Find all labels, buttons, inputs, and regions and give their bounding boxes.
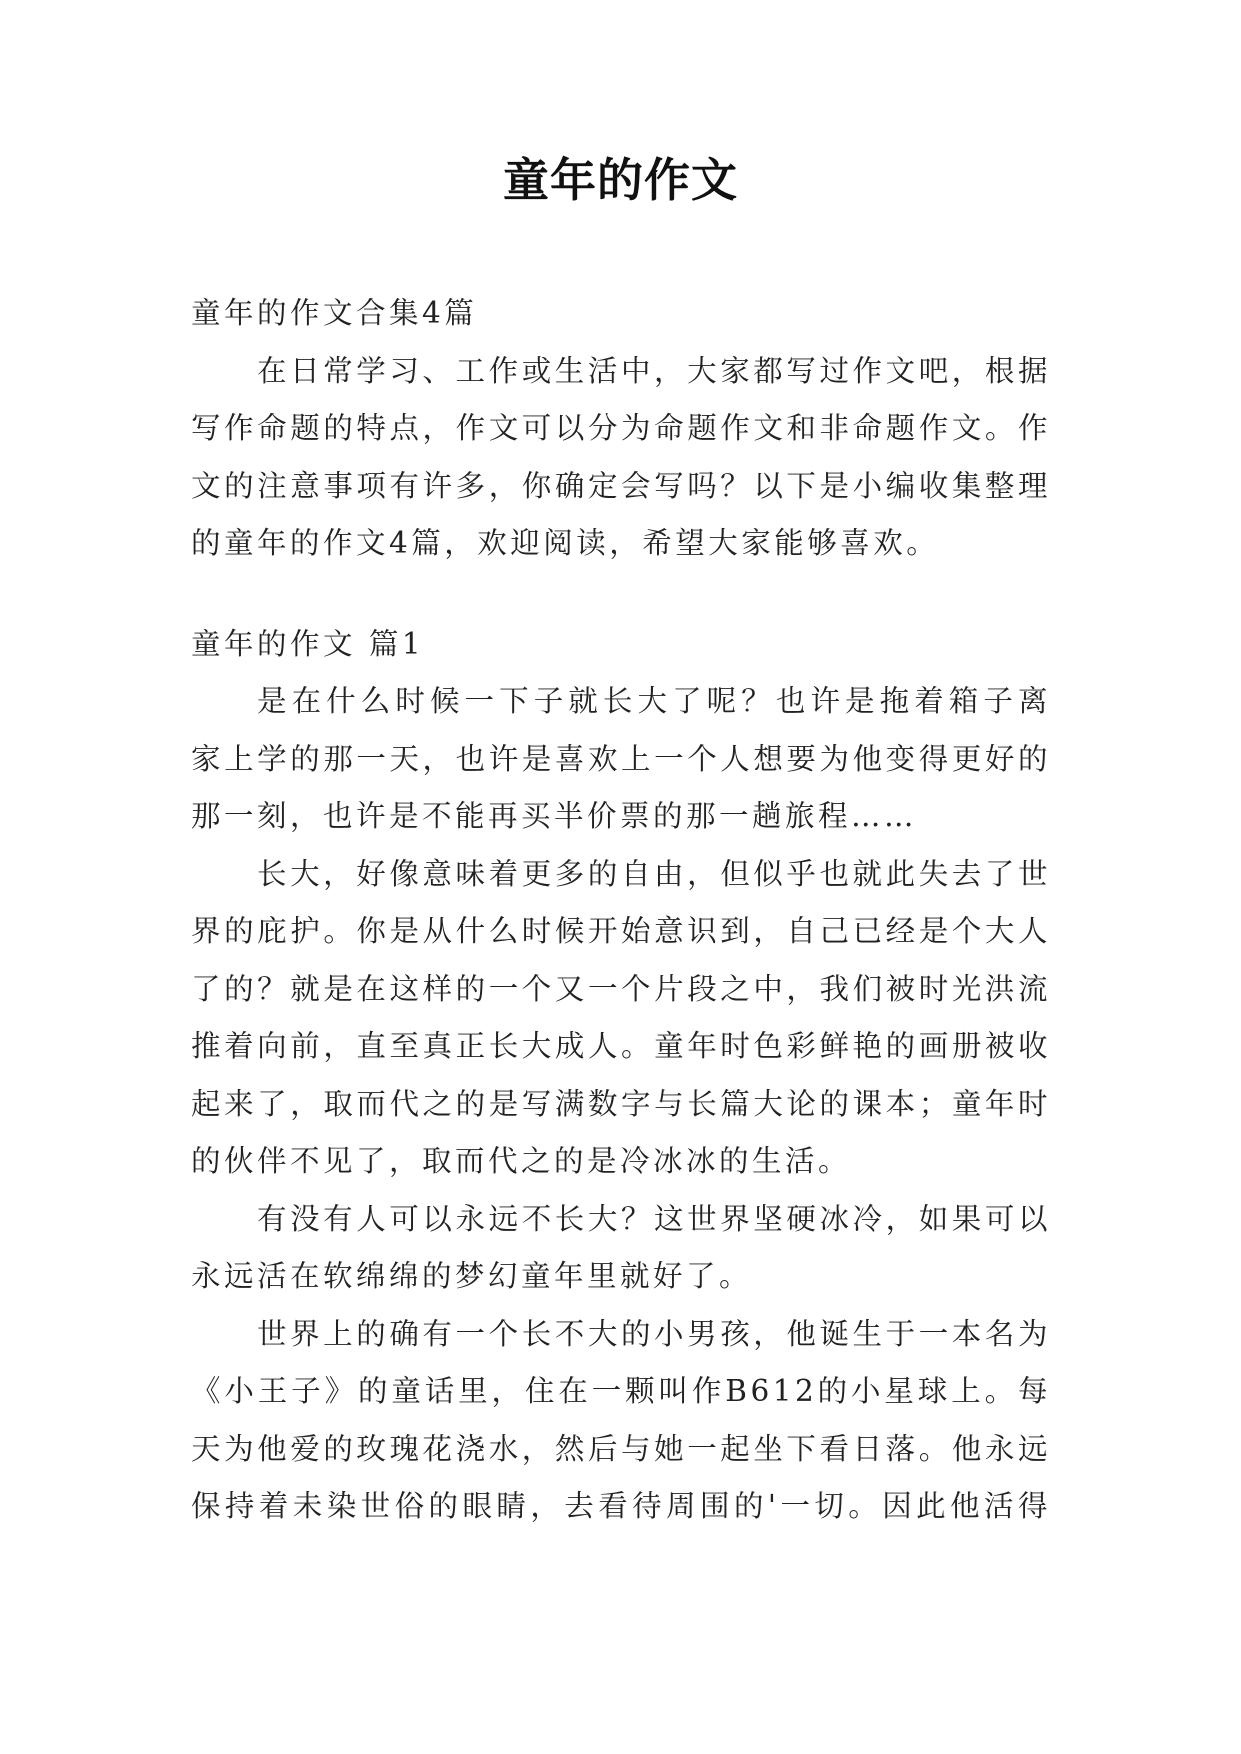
document-title: 童年的作文 xyxy=(503,153,738,207)
intro-line: 写作命题的特点，作文可以分为命题作文和非命题作文。作 xyxy=(191,411,1051,445)
section-heading: 童年的作文 篇1 xyxy=(191,626,425,661)
intro-line: 文的注意事项有许多，你确定会写吗？以下是小编收集整理 xyxy=(191,468,1051,503)
paragraph-3 xyxy=(191,1191,1051,1306)
paragraph-line: 界的庇护。你是从什么时候开始意识到，自己已经是个大人 xyxy=(191,914,1051,948)
collection-heading: 童年的作文合集4篇 xyxy=(191,296,478,330)
paragraph-line: 是在什么时候一下子就长大了呢？也许是拖着箱子离 xyxy=(257,684,1051,718)
intro-line: 在日常学习、工作或生活中，大家都写过作文吧，根据 xyxy=(257,353,1051,388)
paragraph-line: 永远活在软绵绵的梦幻童年里就好了。 xyxy=(191,1259,753,1293)
paragraph-line: 保持着未染世俗的眼睛，去看待周围的'一切。因此他活得 xyxy=(191,1489,1051,1523)
paragraph-line: 起来了，取而代之的是写满数字与长篇大论的课本；童年时 xyxy=(191,1086,1051,1121)
paragraph-line: 世界上的确有一个长不大的小男孩，他诞生于一本名为 xyxy=(257,1316,1051,1351)
paragraph-line: 的伙伴不见了，取而代之的是冷冰冰的生活。 xyxy=(191,1144,852,1178)
paragraph-line: 有没有人可以永远不长大？这世界坚硬冰冷，如果可以 xyxy=(257,1201,1051,1236)
paragraph-line: 长大，好像意味着更多的自由，但似乎也就此失去了世 xyxy=(257,856,1051,891)
paragraph-line: 那一刻，也许是不能再买半价票的那一趟旅程…… xyxy=(191,799,918,833)
paragraph-line: 推着向前，直至真正长大成人。童年时色彩鲜艳的画册被收 xyxy=(191,1029,1051,1063)
paragraph-2 xyxy=(191,846,1051,1191)
intro-line: 的童年的作文4篇，欢迎阅读，希望大家能够喜欢。 xyxy=(191,526,940,560)
paragraph-1 xyxy=(191,673,1051,846)
paragraph-line: 天为他爱的玫瑰花浇水，然后与她一起坐下看日落。他永远 xyxy=(191,1431,1051,1466)
paragraph-line: 《小王子》的童话里，住在一颗叫作B612的小星球上。每 xyxy=(191,1374,1051,1408)
paragraph-line: 家上学的那一天，也许是喜欢上一个人想要为他变得更好的 xyxy=(191,741,1051,776)
document-body xyxy=(191,285,1051,1536)
section-gap xyxy=(191,573,1051,616)
intro-paragraph xyxy=(191,343,1051,573)
paragraph-line: 了的？就是在这样的一个又一个片段之中，我们被时光洪流 xyxy=(191,971,1051,1006)
paragraph-4 xyxy=(191,1306,1051,1536)
